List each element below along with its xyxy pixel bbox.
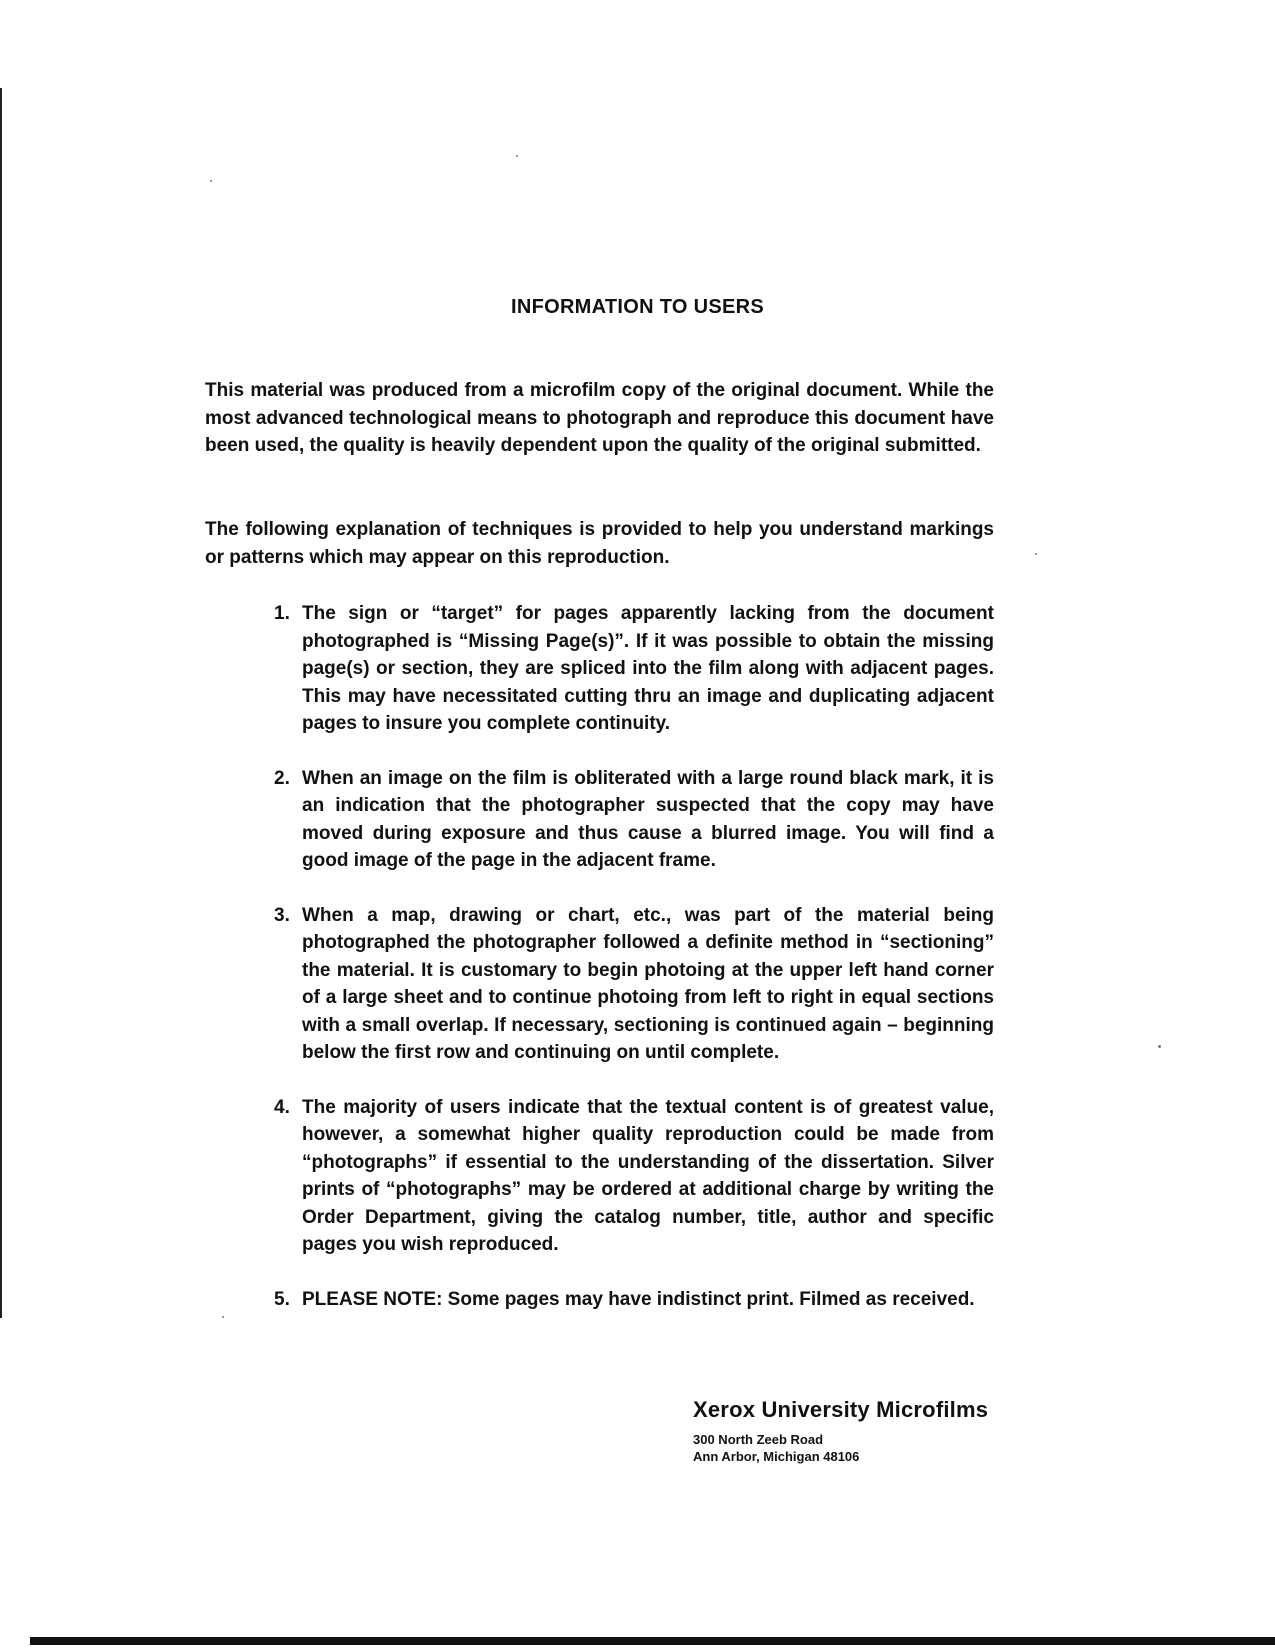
publisher-block	[693, 1397, 1013, 1465]
explanation-paragraph: The following explanation of techniques is provided to help you understand markings or patterns which may appear on this reproduction.	[205, 519, 994, 568]
scan-bottom-bar	[30, 1637, 1275, 1645]
list-item-text: When a map, drawing or chart, etc., was part of the material being photographed the photographer followed a definite method in “sectioning” the material. It is customary to begin photoing at the upper left hand corner of a large sheet and to continue photoing from left to right in equal sections with a small overlap. If necessary, sectioning is continued again – beginning below the first row and continuing on until complete.	[302, 904, 994, 1063]
list-item-number: 1.	[274, 603, 290, 624]
list-item-text: When an image on the film is obliterated with a large round black mark, it is an indication that the photographer suspected that the copy may have moved during exposure and thus cause a blurred image. You will find a good image of the page in the adjacent frame.	[302, 767, 994, 871]
list-item-text: The sign or “target” for pages apparently lacking from the document photographed is “Missing Page(s)”. If it was possible to obtain the missing page(s) or section, they are spliced into the film along with adjacent pages. This may have necessitated cutting thru an image and duplicating adjacent pages to insure you complete continuity.	[302, 603, 994, 734]
list-item	[270, 600, 994, 738]
list-item	[270, 765, 994, 875]
page-title: INFORMATION TO USERS	[510, 296, 765, 318]
scan-speck	[1035, 553, 1037, 555]
scan-speck	[222, 1316, 224, 1318]
scan-speck	[1158, 1045, 1161, 1048]
list-item-number: 4.	[274, 1096, 290, 1118]
list-item-number: 2.	[274, 767, 290, 789]
list-item-number: 3.	[274, 904, 290, 926]
publisher-name: Xerox University Microfilms	[693, 1397, 989, 1422]
scan-speck	[210, 180, 212, 182]
list-item	[270, 902, 994, 1067]
list-item-number: 5.	[274, 1288, 290, 1310]
list-item	[270, 1094, 994, 1259]
scan-speck	[516, 155, 518, 157]
technique-list	[270, 600, 994, 1340]
publisher-address-line: Ann Arbor, Michigan 48106	[693, 1449, 860, 1464]
list-item	[270, 1286, 994, 1314]
scan-edge-line	[0, 88, 2, 1318]
list-item-text: PLEASE NOTE: Some pages may have indistinct print. Filmed as received.	[302, 1288, 975, 1310]
publisher-address-line: 300 North Zeeb Road	[693, 1432, 824, 1447]
list-item-text: The majority of users indicate that the textual content is of greatest value, however, a somewhat higher quality reproduction could be made from “photographs” if essential to the understanding of the dissertation. Silver prints of “photographs” may be ordered at additional charge by writing the Order Department, giving the catalog number, title, author and specific pages you wish reproduced.	[302, 1096, 994, 1255]
intro-paragraph: This material was produced from a microfilm copy of the original document. While the most advanced technological means to photograph and reproduce this document have been used, the quality is heavily dependent upon the quality of the original submitted.	[205, 380, 994, 456]
